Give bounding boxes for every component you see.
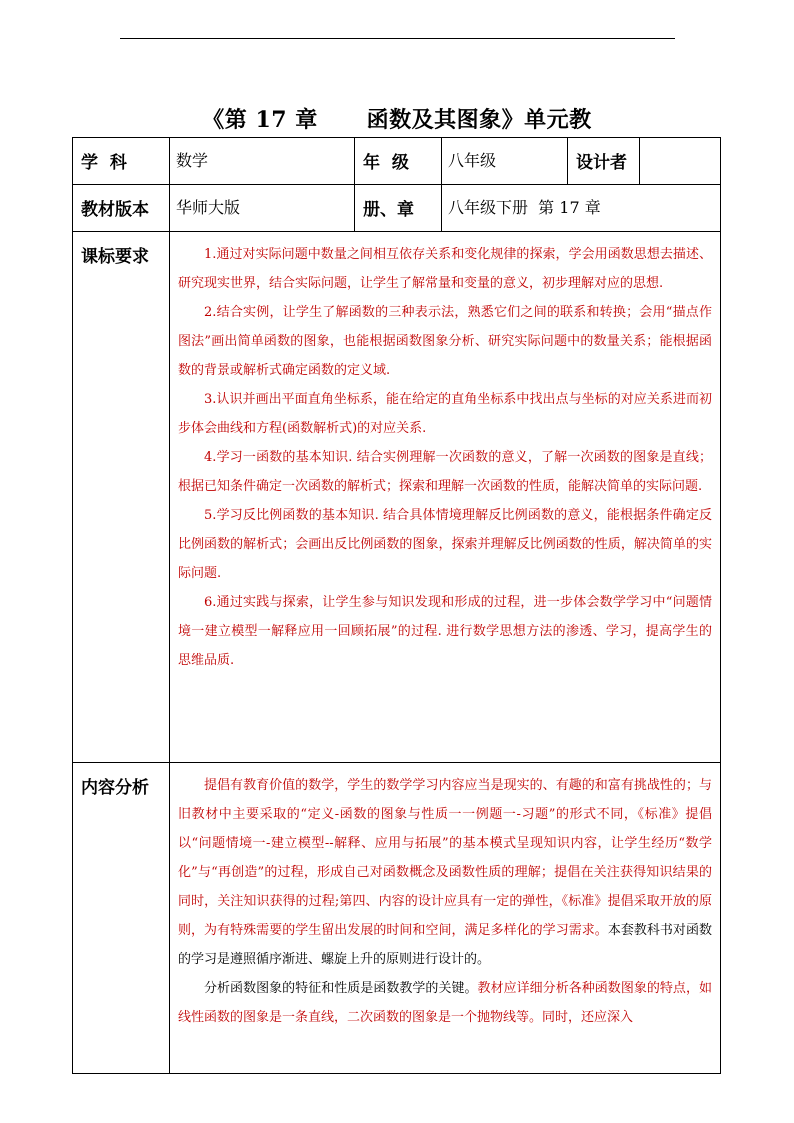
content-paragraph-text: 提倡有教育价值的数学，学生的数学学习内容应当是现实的、有趣的和富有挑战性的；与旧教材中主要采取的“定义-函数的图象与性质一一例题一-习题”的形式不同，《标准》提倡以“问题情境一-建立模型--解释、应用与拓展”的基本模式呈现知识内容，让学生经历“数学化”与“再创造”的过程，形成自己对函数概念及函数性质的理解；提倡在关注获得知识结果的同时，关注知识获得的过程;第四、内容的设计应具有一定的弹性，《标准》提倡采取开放的原则，为有特殊需要的学生留出发展的时间和空间，满足多样化的学习需求。: [178, 778, 712, 938]
volume-value: 八年级下册 第 17 章: [442, 185, 721, 232]
content-analysis: [170, 763, 721, 1074]
content-paragraph-text: 教材应详细分析各种函数图象的特点，如线性函数的图象是一条直线，二次函数的图象是一个抛物线等。同时，还应深入: [178, 981, 712, 1025]
content-label: 内容分析: [73, 763, 170, 1074]
content-paragraph-text: 分析函数图象的特征和性质是函数教学的关键。: [204, 981, 478, 996]
table-row: [73, 138, 721, 185]
designer-label: 设计者: [568, 138, 640, 185]
content-paragraph-text: 本套教科书对函数的学习是遵照循序渐进、螺旋上升的原则进行设计的。: [178, 923, 712, 967]
curriculum-item: 4.学习一函数的基本知识. 结合实例理解一次函数的意义，了解一次函数的图象是直线；根据已知条件确定一次函数的解析式；探索和理解一次函数的性质，能解决简单的实际问题.: [178, 450, 712, 494]
volume-label: 册、章: [355, 185, 442, 232]
unit-plan-table: [72, 137, 721, 1074]
edition-label: 教材版本: [73, 185, 170, 232]
curriculum-label: 课标要求: [73, 232, 170, 763]
table-row: [73, 185, 721, 232]
content-paragraph: [178, 974, 712, 1032]
grade-label: 年 级: [355, 138, 442, 185]
header-rule: [120, 38, 675, 39]
edition-value: 华师大版: [170, 185, 355, 232]
content-paragraph: [178, 771, 712, 974]
grade-value: 八年级: [442, 138, 568, 185]
curriculum-item: 2.结合实例，让学生了解函数的三种表示法，熟悉它们之间的联系和转换；会用“描点作图法”画出简单函数的图象，也能根据函数图象分析、研究实际问题中的数量关系；能根据函数的背景或解析式确定函数的定义域.: [178, 305, 712, 378]
curriculum-item: 1.通过对实际问题中数量之间相互依存关系和变化规律的探索，学会用函数思想去描述、研究现实世界，结合实际问题，让学生了解常量和变量的意义，初步理解对应的思想.: [178, 247, 712, 291]
curriculum-content: [170, 232, 721, 763]
document-title: 《第 17 章 函数及其图象》单元教: [202, 107, 592, 133]
curriculum-item: 3.认识并画出平面直角坐标系，能在给定的直角坐标系中找出点与坐标的对应关系进而初步体会曲线和方程(函数解析式)的对应关系.: [178, 392, 712, 436]
subject-value: 数学: [170, 138, 355, 185]
curriculum-item: 5.学习反比例函数的基本知识. 结合具体情境理解反比例函数的意义，能根据条件确定反比例函数的解析式；会画出反比例函数的图象，探索并理解反比例函数的性质，解决简单的实际问题.: [178, 508, 712, 581]
designer-value: [640, 138, 721, 185]
subject-label: 学 科: [73, 138, 170, 185]
table-row: [73, 232, 721, 763]
curriculum-item: 6.通过实践与探索，让学生参与知识发现和形成的过程，进一步体会数学学习中“问题情境一建立模型一解释应用一回顾拓展”的过程. 进行数学思想方法的渗透、学习，提高学生的思维品质.: [178, 595, 712, 668]
table-row: [73, 763, 721, 1074]
